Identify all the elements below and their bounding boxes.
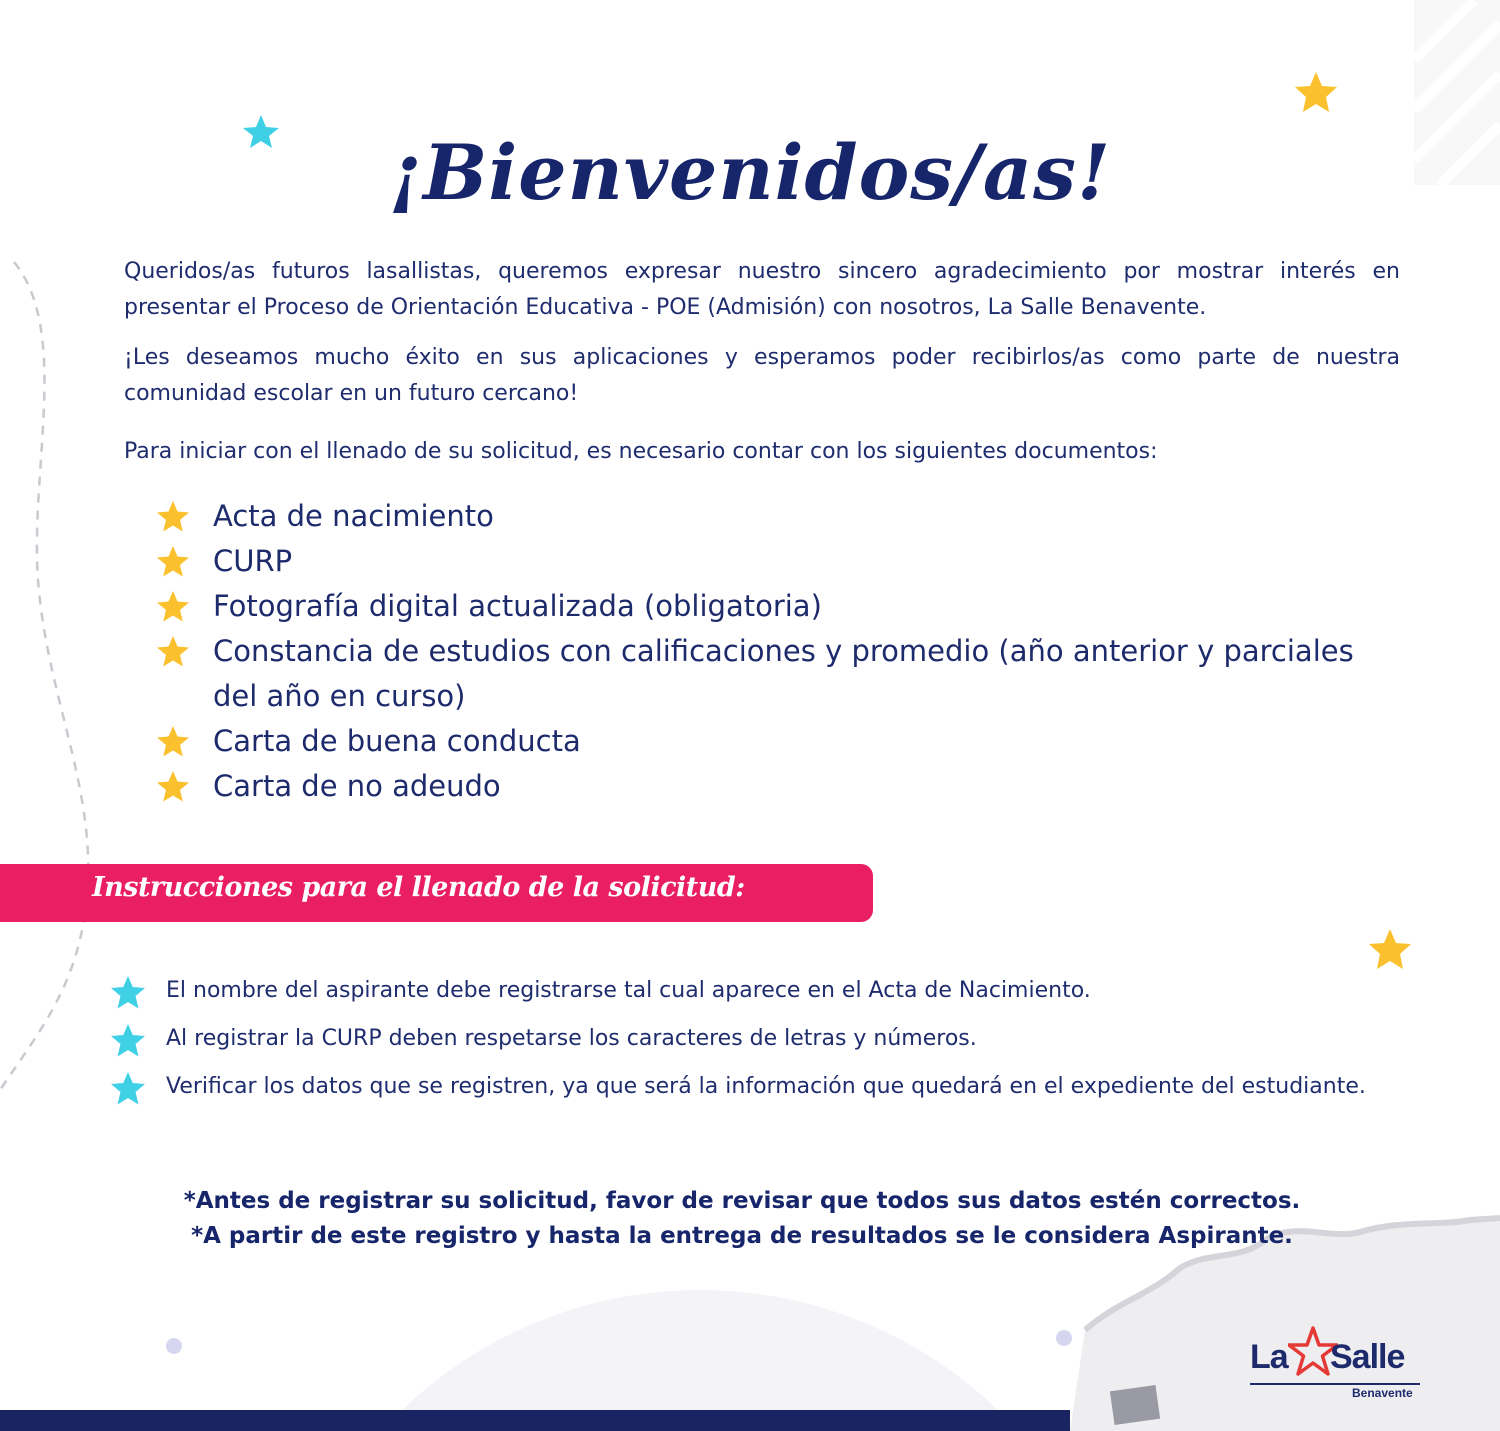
list-item bbox=[110, 1022, 1390, 1056]
wishes-paragraph: ¡Les deseamos mucho éxito en sus aplicaciones y esperamos poder recibirlos/as como parte de nuestra comunidad escolar en un futuro cercano! bbox=[124, 345, 1400, 406]
logo-underline bbox=[1250, 1383, 1420, 1385]
page-title: ¡Bienvenidos/as! bbox=[388, 128, 1112, 217]
logo-salle-text: Salle bbox=[1330, 1338, 1405, 1376]
document-label: Carta de buena conducta bbox=[213, 724, 581, 758]
logo-campus: Benavente bbox=[1352, 1386, 1413, 1400]
list-item bbox=[156, 629, 1406, 719]
list-item bbox=[110, 974, 1390, 1008]
instructions-banner bbox=[0, 864, 873, 922]
gold-star-icon bbox=[156, 545, 190, 578]
document-label: Carta de no adeudo bbox=[213, 769, 501, 803]
list-item bbox=[156, 719, 1406, 764]
instruction-text: El nombre del aspirante debe registrarse tal cual aparece en el Acta de Nacimiento. bbox=[166, 978, 1091, 1003]
gold-star-icon bbox=[156, 590, 190, 623]
gold-star-icon bbox=[156, 725, 190, 758]
cyan-star-icon bbox=[110, 975, 146, 1010]
list-item bbox=[156, 539, 1406, 584]
gold-star-icon bbox=[156, 635, 190, 668]
gold-star-icon bbox=[1369, 929, 1411, 969]
list-item bbox=[110, 1070, 1390, 1104]
instruction-text: Al registrar la CURP deben respetarse los caracteres de letras y números. bbox=[166, 1026, 977, 1051]
footer-bar bbox=[0, 1410, 1070, 1431]
gold-star-icon bbox=[1295, 72, 1337, 112]
review-note: *Antes de registrar su solicitud, favor de revisar que todos sus datos estén correctos. bbox=[183, 1188, 1301, 1214]
dot-decoration bbox=[1056, 1330, 1072, 1346]
document-label: Constancia de estudios con calificaciones y promedio (año anterior y parciales del año en curso) bbox=[213, 634, 1354, 713]
list-item bbox=[156, 494, 1406, 539]
intro-paragraph: Queridos/as futuros lasallistas, queremos expresar nuestro sincero agradecimiento por mostrar interés en presentar el Proceso de Orientación Educativa - POE (Admisión) con nosotros, La Salle Benavente. bbox=[124, 259, 1400, 320]
document-label: CURP bbox=[213, 544, 293, 578]
document-label: Acta de nacimiento bbox=[213, 499, 494, 533]
list-item bbox=[156, 584, 1406, 629]
la-salle-logo bbox=[1248, 1326, 1428, 1406]
instruction-text: Verificar los datos que se registren, ya que será la información que quedará en el expediente del estudiante. bbox=[166, 1074, 1366, 1099]
applicant-note: *A partir de este registro y hasta la entrega de resultados se le considera Aspirante. bbox=[191, 1223, 1293, 1249]
documents-intro: Para iniciar con el llenado de su solicitud, es necesario contar con los siguientes documentos: bbox=[124, 439, 1158, 464]
documents-list bbox=[156, 494, 1406, 809]
dot-decoration bbox=[166, 1338, 182, 1354]
logo-la-text: La bbox=[1250, 1338, 1288, 1376]
dashed-curve-decoration bbox=[0, 262, 88, 1090]
gold-star-icon bbox=[156, 770, 190, 803]
list-item bbox=[156, 764, 1406, 809]
gold-star-icon bbox=[156, 500, 190, 533]
instructions-list bbox=[110, 974, 1390, 1118]
cyan-star-icon bbox=[110, 1071, 146, 1106]
banner-title: Instrucciones para el llenado de la solicitud: bbox=[92, 872, 745, 903]
cyan-star-icon bbox=[110, 1023, 146, 1058]
document-label: Fotografía digital actualizada (obligatoria) bbox=[213, 589, 822, 623]
